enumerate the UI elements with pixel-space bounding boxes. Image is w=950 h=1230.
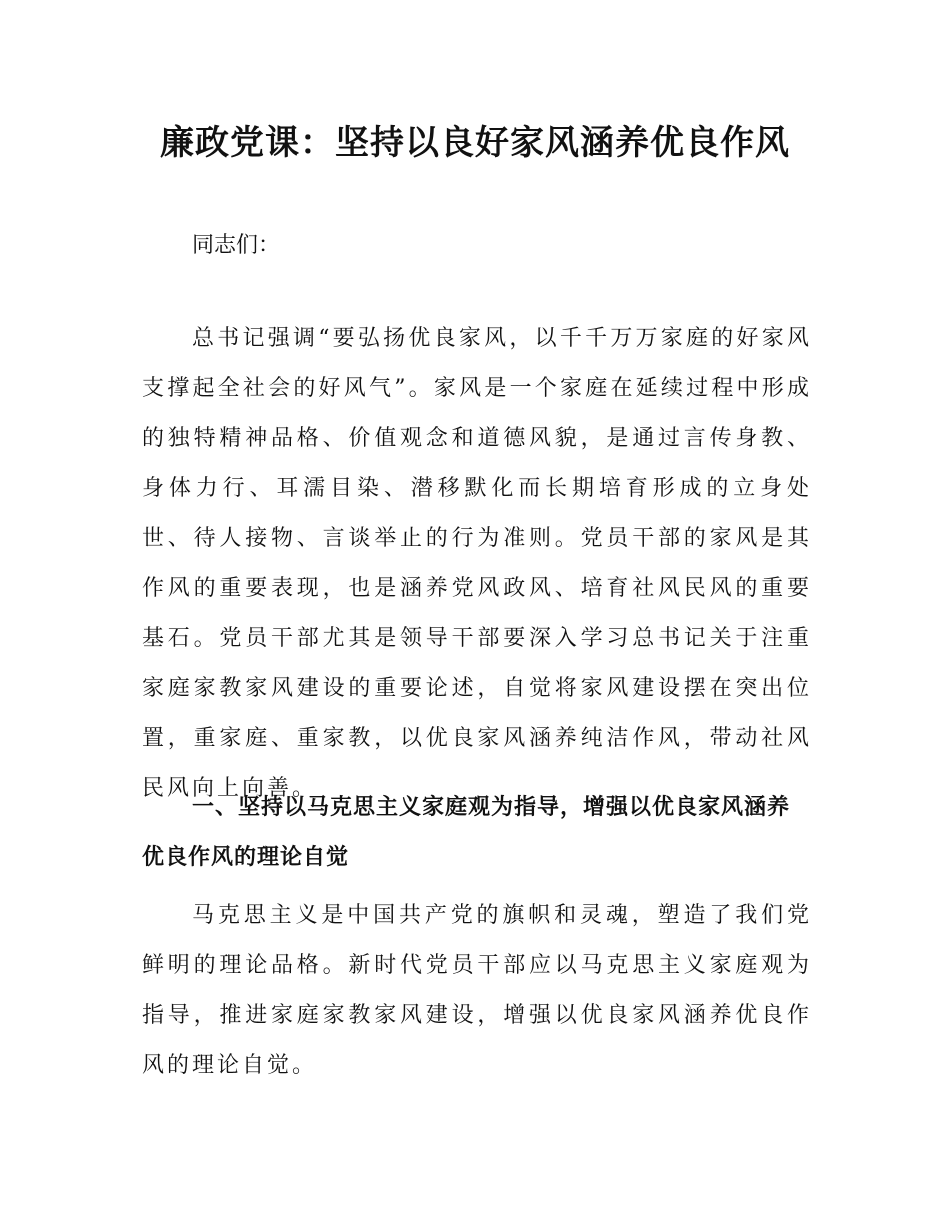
document-title: 廉政党课：坚持以良好家风涵养优良作风 (160, 123, 790, 163)
paragraph-section-1: 马克思主义是中国共产党的旗帜和灵魂，塑造了我们党鲜明的理论品格。新时代党员干部应以马克思主义家庭观为指导，推进家庭家教家风建设，增强以优良家风涵养优良作风的理论自觉。 (142, 903, 812, 1078)
paragraph-intro: 总书记强调“要弘扬优良家风，以千千万万家庭的好家风支撑起全社会的好风气”。家风是一个家庭在延续过程中形成的独特精神品格、价值观念和道德风貌，是通过言传身教、身体力行、耳濡目染、潜移默化而长期培育形成的立身处世、待人接物、言谈举止的行为准则。党员干部的家风是其作风的重要表现，也是涵养党风政风、培育社风民风的重要基石。党员干部尤其是领导干部要深入学习总书记关于注重家庭家教家风建设的重要论述，自觉将家风建设摆在突出位置，重家庭、重家教，以优良家风涵养纯洁作风，带动社风民风向上向善。 (142, 326, 812, 801)
greeting: 同志们： (192, 233, 281, 258)
section-heading-1: 一、坚持以马克思主义家庭观为指导，增强以优良家风涵养优良作风的理论自觉 (142, 795, 791, 870)
